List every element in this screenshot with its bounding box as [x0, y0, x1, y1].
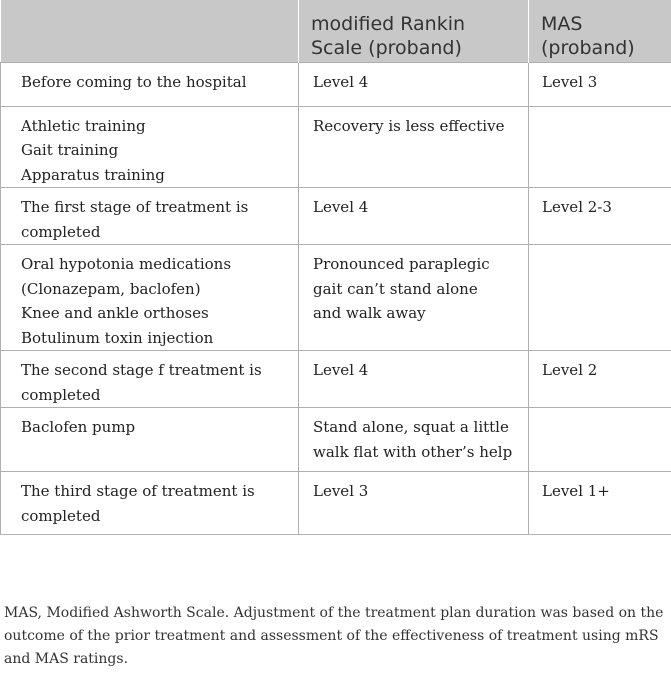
stage-cell-line: Athletic training: [21, 116, 146, 135]
mas-cell: [529, 351, 671, 408]
mrs-cell-line: Level 4: [313, 198, 369, 216]
header-mas: [529, 0, 671, 62]
stage-cell-line: Before coming to the hospital: [21, 72, 247, 91]
mas-cell-line: Level 1+: [542, 482, 610, 500]
stage-cell-line: The first stage of treatment is: [21, 198, 249, 216]
header-row: [1, 0, 671, 62]
mrs-cell-line: Recovery is less effective: [313, 116, 505, 135]
header-mas-line: MAS: [541, 13, 583, 35]
mrs-cell-line: Stand alone, squat a little: [313, 418, 509, 436]
mrs-cell: [299, 351, 529, 408]
stage-cell-line: Apparatus training: [21, 165, 165, 184]
stage-cell-line: Knee and ankle orthoses: [21, 304, 209, 322]
stage-cell: [1, 106, 299, 188]
mas-cell: [529, 408, 671, 472]
mrs-cell: [299, 62, 529, 106]
header-mrs-line: Scale (proband): [311, 37, 462, 59]
stage-cell: [1, 472, 299, 535]
table-footnote: MAS, Modified Ashworth Scale. Adjustment of the treatment plan duration was based on the outcome of the prior treatment and assessment of the effectiveness of treatment using mRS and MAS ratings.: [4, 605, 664, 667]
table-row: [1, 188, 671, 245]
table-row: [1, 408, 671, 472]
mrs-cell: [299, 472, 529, 535]
stage-cell-line: completed: [21, 506, 101, 525]
mrs-cell: [299, 245, 529, 351]
table-row: [1, 472, 671, 535]
header-mas-line: (proband): [541, 37, 635, 59]
mrs-cell-line: and walk away: [313, 304, 426, 322]
table-row: [1, 245, 671, 351]
mrs-cell: [299, 408, 529, 472]
stage-cell-line: completed: [21, 222, 101, 241]
stage-cell-line: Baclofen pump: [21, 418, 136, 436]
stage-cell-line: Gait training: [21, 141, 119, 159]
stage-cell: [1, 408, 299, 472]
mrs-cell: [299, 188, 529, 245]
mrs-cell-line: Level 4: [313, 72, 369, 91]
mas-cell: [529, 62, 671, 106]
table-row: [1, 351, 671, 408]
table-row: [1, 106, 671, 188]
mrs-cell-line: Level 4: [313, 361, 369, 379]
mas-cell: [529, 245, 671, 351]
mrs-cell-line: walk flat with other’s help: [313, 442, 513, 461]
header-stage: [1, 0, 299, 62]
header-mrs-line: modified Rankin: [311, 13, 466, 35]
stage-cell-line: The third stage of treatment is: [21, 482, 255, 500]
stage-cell-line: Oral hypotonia medications: [21, 255, 232, 273]
mrs-cell: [299, 106, 529, 188]
stage-cell-line: Botulinum toxin injection: [21, 328, 214, 347]
mas-cell: [529, 472, 671, 535]
mrs-cell-line: Pronounced paraplegic: [313, 255, 490, 273]
header-mrs: [299, 0, 529, 62]
mrs-cell-line: Level 3: [313, 482, 369, 500]
mas-cell: [529, 188, 671, 245]
table-body: [1, 62, 671, 535]
mas-cell-line: Level 3: [542, 72, 598, 91]
table-row: [1, 62, 671, 106]
stage-cell-line: (Clonazepam, baclofen): [21, 279, 201, 298]
mas-cell-line: Level 2: [542, 361, 598, 379]
mas-cell: [529, 106, 671, 188]
stage-cell-line: completed: [21, 385, 101, 404]
mrs-cell-line: gait can’t stand alone: [313, 279, 478, 298]
stage-cell-line: The second stage f treatment is: [21, 361, 262, 379]
stage-cell: [1, 245, 299, 351]
stage-cell: [1, 188, 299, 245]
mas-cell-line: Level 2-3: [542, 198, 612, 216]
stage-cell: [1, 351, 299, 408]
stage-cell: [1, 62, 299, 106]
